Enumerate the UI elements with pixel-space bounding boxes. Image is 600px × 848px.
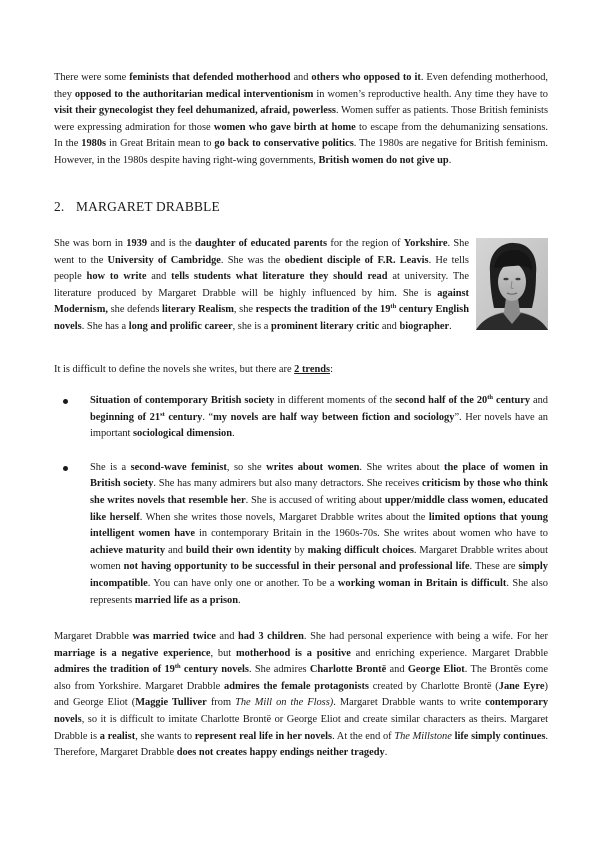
text-run: century English novels <box>54 304 470 332</box>
text-run: biographer <box>399 320 450 332</box>
text-run: limited options that young intelligent women have <box>90 511 548 540</box>
text-run: 1939 <box>126 238 148 249</box>
text-run: . Therefore, Margaret Drabble <box>54 730 548 759</box>
text-run: a realist <box>99 730 136 742</box>
text-run: . At the end of <box>332 730 395 742</box>
text-run: and <box>530 395 548 406</box>
text-run: does not creates happy endings neither tragedy <box>176 747 385 759</box>
text-run: second-wave feminist <box>130 461 227 473</box>
text-run: married life as a prison <box>134 594 239 606</box>
text-run: by <box>291 544 308 556</box>
text-run: Jane Eyre <box>498 680 545 692</box>
text-run: go back to conservative politics <box>214 138 354 150</box>
text-run: century <box>164 411 203 423</box>
text-run: University of Cambridge <box>107 254 221 266</box>
text-run: . He tells people <box>54 254 469 283</box>
text-run: She was born in <box>54 238 127 249</box>
text-run: achieve maturity <box>90 544 166 556</box>
text-run: Situation of contemporary British society <box>90 395 275 406</box>
trends-intro-paragraph <box>54 362 548 379</box>
section-number: 2. <box>54 199 65 214</box>
text-run: . She also represents <box>90 577 548 606</box>
text-run: . You can have only one or another. To be a <box>147 577 338 589</box>
text-run: working woman in Britain is difficult <box>337 577 507 589</box>
text-run: and <box>215 631 239 642</box>
text-run: . She was the <box>220 254 285 266</box>
text-run: . She has a <box>81 320 129 332</box>
text-run: . <box>449 320 452 332</box>
text-run: . <box>384 747 388 759</box>
text-run: century <box>493 395 531 406</box>
text-run: my novels are half way between fiction and sociology <box>213 411 455 423</box>
text-run: in women’s reproductive health. Any time they have to <box>313 88 548 100</box>
text-run: in contemporary Britain in the 1960s-70s. She writes about women who have to <box>194 528 548 540</box>
biography-paragraph <box>54 236 548 336</box>
bullet-icon <box>63 399 68 404</box>
text-run: writes about women <box>266 461 360 473</box>
list-item <box>54 393 548 443</box>
text-run: against Modernism, <box>54 287 469 316</box>
text-run: . She had personal experience with being a wife. For her <box>303 631 548 642</box>
text-run: admires the tradition of 19 <box>54 664 175 676</box>
text-run: and <box>146 271 172 283</box>
text-run: created by Charlotte Brontë ( <box>368 680 499 692</box>
text-run: and <box>290 72 312 83</box>
text-run: . She writes about <box>359 461 445 473</box>
text-run: others who opposed to it <box>311 72 421 83</box>
text-run: and <box>386 664 408 676</box>
text-run: contemporary novels <box>54 697 549 725</box>
text-run: . She admires <box>248 664 310 676</box>
text-run: George Eliot <box>407 664 465 676</box>
text-run: was married twice <box>132 631 216 642</box>
text-run: daughter of educated parents <box>195 238 328 249</box>
text-run: from <box>206 697 236 709</box>
text-run: and <box>379 320 400 332</box>
text-run: : <box>330 364 333 375</box>
text-run: in Great Britain mean to <box>106 138 215 150</box>
text-run: sociological dimension <box>133 428 233 440</box>
text-run: respects the tradition of the 19 <box>255 304 391 316</box>
text-run: tells students what literature they should read <box>171 271 388 283</box>
text-run: admires the female protagonists <box>224 680 369 692</box>
text-run: at university. The literature produced by Margaret Drabble will be highly influenced by him. She is <box>54 271 469 299</box>
text-run: criticism by those who think she writes novels that resemble her <box>90 478 549 506</box>
text-run: . Margaret Drabble wants to write <box>333 697 486 709</box>
text-run: simply incompatible <box>90 561 548 589</box>
text-run: , so she <box>226 461 267 473</box>
text-run: and enriching experience. Margaret Drabble <box>350 647 548 659</box>
text-run: upper/middle class women, educated like herself <box>90 494 549 523</box>
text-run: . <box>238 594 241 606</box>
text-run: ”. Her novels have an important <box>90 411 549 440</box>
text-run: . <box>232 428 235 440</box>
text-run: . These are <box>469 561 519 573</box>
text-run: , she wants to <box>135 730 195 742</box>
text-run: life simply continues <box>454 730 546 742</box>
text-run: . She is accused of writing about <box>245 494 385 506</box>
text-run: th <box>174 663 181 671</box>
text-run: . When she writes those novels, Margaret Drabble writes about the <box>139 511 429 523</box>
text-run: . Margaret Drabble writes about women <box>90 544 548 573</box>
text-run: British women do not give up <box>318 154 449 166</box>
text-run: . <box>448 154 452 166</box>
text-run: Charlotte Brontë <box>309 664 387 676</box>
list-item-text <box>90 393 548 443</box>
marriage-paragraph <box>54 629 548 762</box>
section-heading <box>54 198 220 216</box>
text-run: feminists that defended motherhood <box>129 72 291 83</box>
text-run: the place of women in British society <box>90 461 549 490</box>
text-run: . The 1980s are negative for British feminism. However, in the 1980s despite having right-wing governments, <box>54 138 548 166</box>
text-run: how to write <box>86 271 147 283</box>
text-run: and <box>165 544 186 556</box>
text-run: build their own identity <box>185 544 292 556</box>
text-run: long and prolific career <box>128 320 233 332</box>
text-run: had 3 children <box>238 631 304 642</box>
intro-paragraph <box>54 70 548 170</box>
text-run: The Mill on the Floss) <box>235 697 334 709</box>
biography-text <box>54 238 469 332</box>
text-run: . Even defending motherhood, they <box>54 72 548 100</box>
text-run: second half of the 20 <box>395 395 488 406</box>
text-run: th <box>390 303 397 311</box>
text-run: marriage is a negative experience <box>54 647 211 659</box>
bullet-icon <box>63 466 68 471</box>
text-run: . She went to the <box>54 238 469 266</box>
text-run: . Women suffer as patients. Those British feminists were expressing admiration for those <box>54 105 548 133</box>
portrait-photo-icon <box>476 238 548 330</box>
text-run: The Millstone <box>394 730 452 742</box>
text-run: It is difficult to define the novels she writes, but there are <box>54 364 295 375</box>
text-run: making difficult choices <box>307 544 414 556</box>
text-run: prominent literary critic <box>270 320 380 332</box>
text-run: ) and George Eliot ( <box>54 680 548 709</box>
text-run: . She has many admirers but also many detractors. She receives <box>153 478 422 490</box>
text-run: Yorkshire <box>403 238 448 249</box>
text-run: for the region of <box>327 238 404 249</box>
text-run: st <box>160 410 165 418</box>
text-run: She is a <box>90 461 131 473</box>
text-run: women who gave birth at home <box>213 121 356 133</box>
text-run: , but <box>210 647 236 659</box>
text-run: motherhood is a positive <box>235 647 351 659</box>
text-run: Maggie Tulliver <box>135 697 207 709</box>
text-run: , she is a <box>232 320 271 332</box>
text-run: opposed to the authoritarian medical interventionism <box>74 88 314 100</box>
text-run: visit their gynecologist they feel dehumanized, afraid, powerless <box>54 105 336 117</box>
text-run: 2 trends <box>294 364 331 375</box>
text-run: Margaret Drabble <box>54 631 133 642</box>
text-run: , so it is difficult to imitate Charlotte Brontë or George Eliot and create similar characters as theirs. Margaret Drabble is <box>54 713 548 742</box>
text-run: literary Realism <box>162 304 234 316</box>
text-run: to escape from the dehumanizing sensations. In the <box>54 121 548 150</box>
text-run: and is the <box>147 238 196 249</box>
text-run: obedient disciple of F.R. Leavis <box>284 254 429 266</box>
text-run: 1980s <box>81 138 107 150</box>
text-run: not having opportunity to be successful in their personal and professional life <box>123 561 470 573</box>
text-run: represent real life in her novels <box>194 730 333 742</box>
text-run: th <box>487 394 494 401</box>
section-title: MARGARET DRABBLE <box>76 199 220 214</box>
text-run: , she <box>233 304 256 316</box>
list-item-text <box>90 460 548 609</box>
list-item <box>54 460 548 609</box>
text-run: beginning of 21 <box>90 411 161 423</box>
text-run: . The Brontës come also from Yorkshire. Margaret Drabble <box>54 664 548 692</box>
text-run: . “ <box>202 411 214 423</box>
trends-list <box>54 393 548 609</box>
text-run: she defends <box>107 304 163 316</box>
text-run: in different moments of the <box>274 395 396 406</box>
text-run: century novels <box>180 664 249 676</box>
text-run: There were some <box>54 72 130 83</box>
